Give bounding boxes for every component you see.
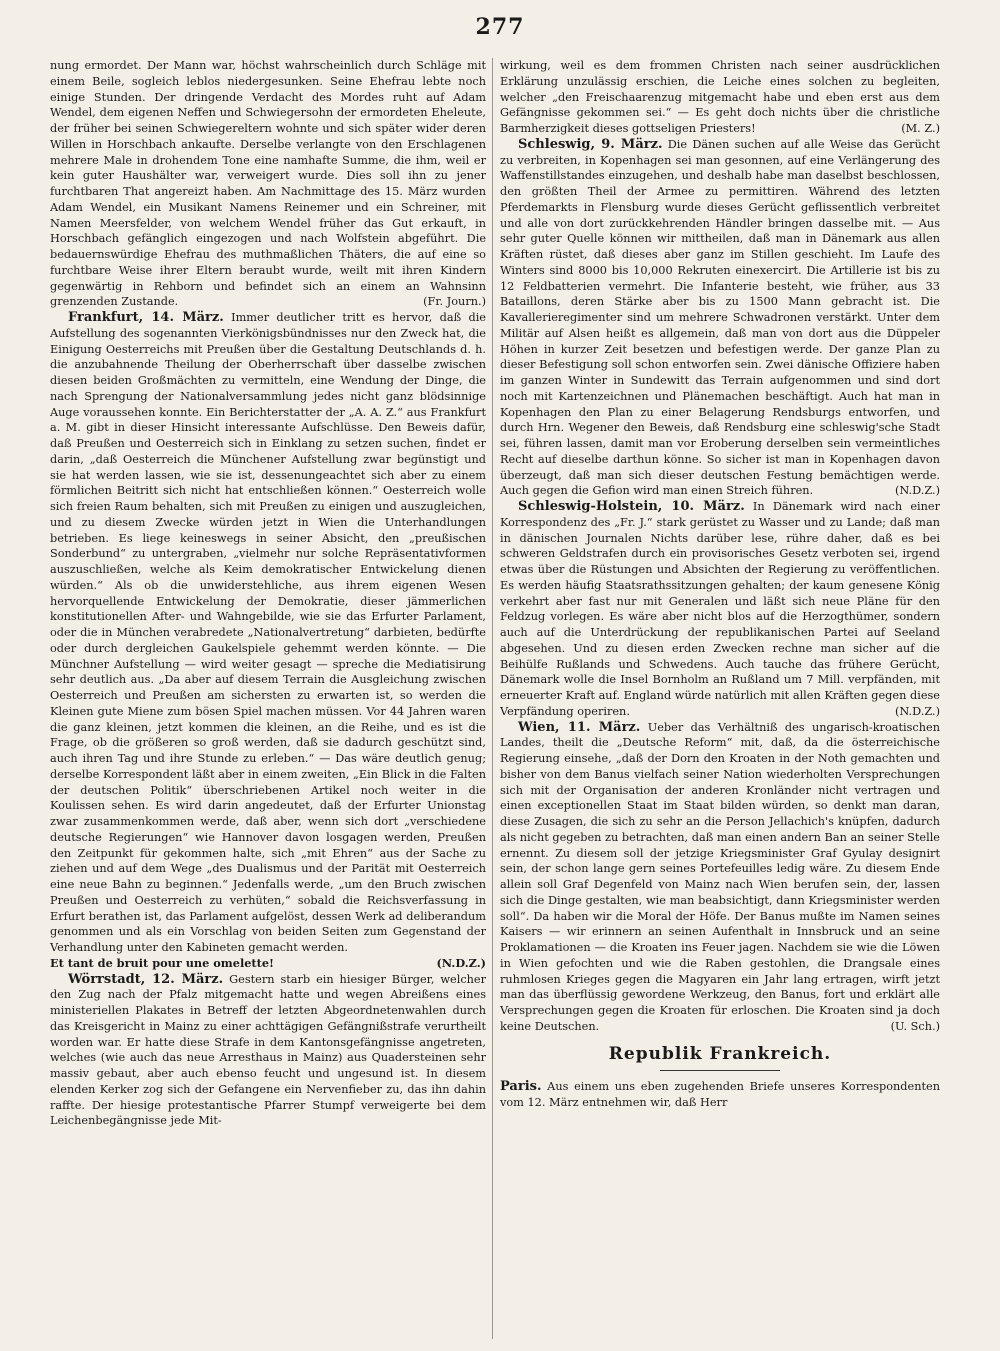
article-paragraph [50, 58, 486, 310]
article-source: (U. Sch.) [890, 1019, 940, 1033]
article-dateline: Frankfurt, 14. März. [68, 310, 224, 325]
page-number: 277 [475, 14, 525, 40]
article-paragraph [500, 137, 940, 499]
article-source: (Fr. Journ.) [423, 295, 486, 309]
article-source: (N.D.Z.) [894, 484, 940, 498]
article-text: In Dänemark wird nach einer Korrespondenz des „Fr. J.“ stark gerüstet zu Wasser und zu Lande; daß man in dänischen Journalen Nichts darüber lese, rühre daher, daß es bei schweren Geldstrafen durch ein provisorisches Gesetz verboten sei, irgend etwas über die Rüstungen und Absichten der Regierung zu veröffentlichen. Es werden häufig Staatsrathssitzungen gehalten; der kaum genesene König verkehrt aber fast nur mit Generalen und läßt sich neue Pläne für den Feldzug vorlegen. Es wäre aber nicht blos auf die Herzogthümer, sondern auch auf die Unterdrückung der republikanischen Partei auf Seeland abgesehen. Und zu diesen erden Zwecken rechne man sicher auf die Beihülfe Rußlands und Schwedens. Auch tauche das frühere Gerücht, Dänemark wolle die Insel Bornholm an Rußland um 7 Mill. verpfänden, mit erneuerter Kraft auf. England würde natürlich mit allen Kräften gegen diese Verpfändung operiren. [500, 500, 940, 718]
article-dateline: Paris. [500, 1079, 542, 1095]
article-text: nung ermordet. Der Mann war, höchst wahrscheinlich durch Schläge mit einem Beile, sogleich leblos niedergesunken. Seine Ehefrau lebte noch einige Stunden. Der dringende Verdacht des Mordes ruht auf Adam Wendel, dem eigenen Neffen und Schwiegersohn der ermordeten Eheleute, der früher bei seinen Schwiegereltern wohnte und sich später wider deren Willen in Horschbach ankaufte. Derselbe verlangte von den Erschlagenen mehrere Male in drohendem Tone eine namhafte Summe, die ihm, weil er kein guter Haushälter war, verweigert wurde. Dies soll ihn zu jener furchtbaren That angereizt haben. Am Nachmittage des 15. März wurden Adam Wendel, ein Musikant Namens Reinemer und ein Schreiner, mit Namen Meersfelder, von welchem Wendel früher das Gut erkauft, in Horschbach gefänglich eingezogen und nach Wolfstein abgeführt. Die bedauernswürdige Ehefrau des muthmaßlichen Thäters, die auf eine so furchtbare Weise ihrer Eltern beraubt wurde, weilt mit ihren Kindern gegenwärtig in Rehborn und befindet sich an einem an Wahnsinn grenzenden Zustande. [50, 59, 486, 309]
article-text: Et tant de bruit pour une omelette! [50, 955, 275, 970]
article-text: Ueber das Verhältniß des ungarisch-kroatischen Landes, theilt die „Deutsche Reform“ mit, daß, da die österreichische Regierung einsehe, „daß der Dorn den Kroaten in der Noth gemachten und bisher von dem Banus vielfach seiner Nation wiederholten Versprechungen sich mit der Organisation der anderen Kronländer nicht vertragen und einen exceptionellen Staat im Staat bilden würden, so denkt man daran, diese Zusagen, die sich zu sehr an die Person Jellachich's knüpfen, dadurch als nicht gegeben zu betrachten, daß man einen andern Ban an seiner Stelle ernennt. Zu diesem soll der jetzige Kriegsminister Graf Gyulay designirt sein, der schon lange gern seines Portefeuilles ledig wäre. Zu diesem Ende allein soll Graf Degenfeld von Mainz nach Wien berufen sein, der, lassen sich die Dinge gestalten, wie man beabsichtigt, dann Kriegsminister werden soll“. Da haben wir die Moral der Höfe. Der Banus mußte im Namen seines Kaisers — wir erinnern an seinen Aufenthalt in Innsbruck und an seine Proklamationen — die Kroaten ins Feuer jagen. Nachdem sie wie die Löwen in Wien gefochten und wie die Raben gestohlen, die Drangsale eines ruhmlosen Krieges gegen die Magyaren ein Jahr lang ertragen, wirft jetzt man das überflüssig gewordene Werkzeug, den Banus, fort und erklärt alle Versprechungen gegen die Kroaten für erloschen. Die Kroaten sind ja doch keine Deutschen. [500, 720, 940, 1033]
article-text: Aus einem uns eben zugehenden Briefe unseres Korrespondenten vom 12. März entnehmen wir, daß Herr [500, 1080, 940, 1109]
section-divider [660, 1070, 780, 1071]
article-source: (N.D.Z.) [436, 955, 486, 970]
article-paragraph [500, 499, 940, 720]
article-text: Die Dänen suchen auf alle Weise das Gerücht zu verbreiten, in Kopenhagen sei man gesonnen, auf eine Verlängerung des Waffenstillstandes einzugehen, und deshalb habe man daselbst beschlossen, den größten Theil der Armee zu permittiren. Während des letzten Pferdemarkts in Flensburg wurde dieses Gerücht geflissentlich verbreitet und alle von dort zurückkehrenden Händler bringen dasselbe mit. — Aus sehr guter Quelle können wir mittheilen, daß man in Dänemark aus allen Kräften rüstet, daß dieses aber ganz im Stillen geschieht. Im Laufe des Winters sind 8000 bis 10,000 Rekruten einexercirt. Die Artillerie ist bis zu 12 Feldbatterien vermehrt. Die Infanterie besteht, wie früher, aus 33 Bataillons, deren Stärke aber bis zu 1500 Mann gebracht ist. Die Kavallerieregimenter sind um mehrere Schwadronen verstärkt. Unter dem Militär auf Alsen heißt es allgemein, daß man von dort aus die Düppeler Höhen in kurzer Zeit besetzen und befestigen werde. Der ganze Plan zu dieser Befestigung soll schon entworfen sein. Zwei dänische Offiziere haben im ganzen Winter in Sundewitt das Terrain aufgenommen und sind dort noch mit Kartenzeichnen und Plänemachen beschäftigt. Auch hat man in Kopenhagen den Plan zu einer Belagerung Rendsburgs entworfen, und durch Hrn. Wegener den Beweis, daß Rendsburg eine schleswig'sche Stadt sei, führen lassen, damit man vor Eroberung derselben sein vermeintliches Recht auf dieselbe darthun könne. So sicher ist man in Kopenhagen davon überzeugt, daß man sich dieser deutschen Festung bemächtigen werde. Auch gegen die Gefion wird man einen Streich führen. [500, 137, 940, 498]
article-paragraph [50, 310, 486, 956]
article-source: (M. Z.) [901, 122, 940, 135]
column-rule [492, 58, 493, 1339]
article-text: Immer deutlicher tritt es hervor, daß die Aufstellung des sogenannten Vierkönigsbündnisses nur den Zweck hat, die Einigung Oesterreichs mit Preußen über die Gestaltung Deutschlands d. h. die anzubahnende Theilung der Oberherrschaft über dasselbe zwischen diesen beiden Großmächten zu vermitteln, eine Wendung der Dinge, die nach Sprengung der Nationalversammlung jedes nicht ganz blödsinnige Auge voraussehen konnte. Ein Berichterstatter der „A. A. Z.“ aus Frankfurt a. M. gibt in dieser Hinsicht interessante Aufschlüsse. Den Beweis dafür, daß Preußen und Oesterreich sich in Einklang zu setzen suchen, findet er darin, „daß Oesterreich die Münchener Aufstellung zwar begünstigt und sie hat werden lassen, wie sie ist, dessenungeachtet sich aber zu einem förmlichen Beitritt sich nicht hat entschließen können.“ Oesterreich wolle sich freien Raum behalten, sich mit Preußen zu einigen und auszugleichen, und zu diesem Zwecke würden jetzt in Wien die Unterhandlungen betrieben. Es liege keineswegs in seiner Absicht, den „preußischen Sonderbund“ zu untergraben, „vielmehr nur solche Repräsentativformen auszuschließen, welche als Keim demokratischer Entwickelung dienen würden.“ Als ob die unwiderstehliche, aus ihrem eigenen Wesen hervorquellende Entwickelung der Demokratie, dieser jämmerlichen konstitutionellen After- und Wahngebilde, wie sie das Erfurter Parlament, oder die in München verabredete „Nationalvertretung“ darbieten, bedürfte oder durch dergleichen Gaukelspiele gehemmt werden könnte. — Die Münchner Aufstellung — wird weiter gesagt — spreche die Mediatisirung sehr deutlich aus. „Da aber auf diesem Terrain die Ausgleichung zwischen Oesterreich und Preußen am sichersten zu erwarten ist, so werden die Kleinen gute Miene zum bösen Spiel machen müssen. Vor 44 Jahren waren die ganz kleinen, jetzt kommen die kleinen, an die Reihe, und es ist die Frage, ob die größeren so groß werden, daß sie dadurch geschützt sind, auch ihren Tag und ihre Stunde zu erleben.“ — Das wäre deutlich genug; derselbe Korrespondent läßt aber in einem zweiten, „Ein Blick in die Falten der deutschen Politik“ überschriebenen Artikel noch weiter in die Koulissen sehen. Es wird darin angedeutet, daß der Erfurter Unionstag zwar zusammenkommen werde, daß aber, wenn sich dort „verschiedene deutsche Regierungen“ wie Hannover davon losgagen werden, Preußen den Zeitpunkt für gekommen halte, sich „mit Ehren“ aus der Sache zu ziehen und auf dem Wege „des Dualismus und der Parität mit Oesterreich eine neue Bahn zu beginnen.“ Jedenfalls werde, „um den Bruch zwischen Preußen und Oesterreich zu verhüten,“ sobald die Reichsverfassung in Erfurt berathen ist, das Parlament aufgelöst, dessen Werk ad deliberandum genommen und als ein Vorschlag von beiden Seiten zum Gegenstand der Verhandlung unter den Kabineten gemacht werden. [50, 311, 486, 954]
article-paragraph [500, 58, 940, 137]
section-heading: Republik Frankreich. [608, 1043, 832, 1064]
article-dateline: Schleswig-Holstein, 10. März. [518, 499, 745, 514]
article-text: wirkung, weil es dem frommen Christen nach seiner ausdrücklichen Erklärung unzulässig erschien, die Leiche eines solchen zu begleiten, welcher „den Freischaarenzug mitgemacht habe und eben erst aus dem Gefängnisse gekommen sei.“ — Es geht doch nichts über die christliche Barmherzigkeit dieses gottseligen Priesters! [500, 59, 940, 135]
article-paragraph [50, 972, 486, 1130]
article-paragraph [50, 956, 486, 972]
left-column [50, 58, 486, 1341]
article-dateline: Wörrstadt, 12. März. [68, 971, 224, 987]
right-column [500, 58, 940, 1341]
article-paragraph [500, 1079, 940, 1111]
article-paragraph [500, 720, 940, 1035]
article-source: (N.D.Z.) [894, 704, 940, 718]
article-dateline: Wien, 11. März. [518, 719, 641, 735]
article-text: Gestern starb ein hiesiger Bürger, welcher den Zug nach der Pfalz mitgemacht hatte und wegen Abreißens eines ministeriellen Plakates in Betreff der letzten Abgeordnetenwahlen durch das Kreisgericht in Mainz zu einer achttägigen Gefängnißstrafe verurtheilt worden war. Er hatte diese Strafe in dem Kantonsgefängnisse angetreten, welches (wie auch das neue Arresthaus in Mainz) aus Quadersteinen sehr massiv gebaut, aber auch ebenso feucht und ungesund ist. In diesem elenden Kerker zog sich der Gefangene ein Nervenfieber zu, das ihn dahin raffte. Der hiesige protestantische Pfarrer Stumpf verweigerte bei dem Leichenbegängnisse jede Mit- [50, 972, 486, 1128]
article-dateline: Schleswig, 9. März. [518, 136, 663, 152]
